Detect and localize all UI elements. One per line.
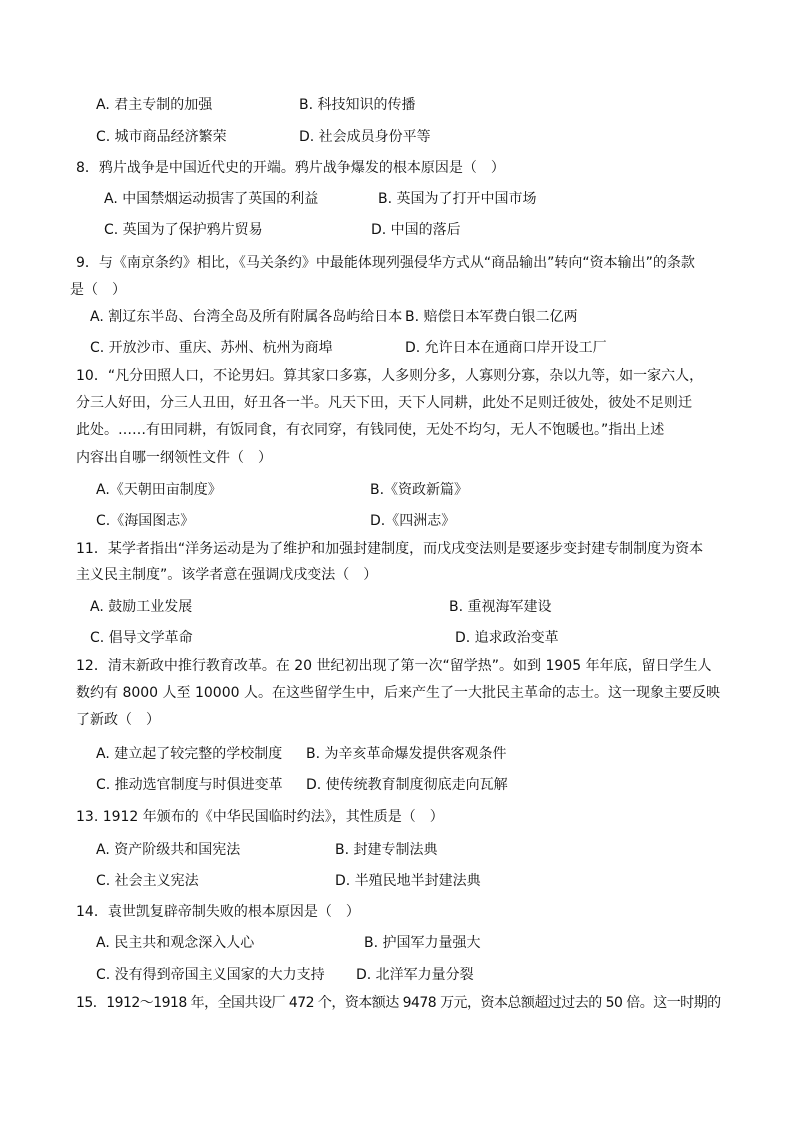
q9-option-a: A. 割辽东半岛、台湾全岛及所有附属各岛屿给日本: [90, 309, 403, 325]
q10-stem-line-3: 此处。……有田同耕，有饭同食，有衣同穿，有钱同使，无处不均匀，无人不饱暖也。”指出上述: [76, 422, 665, 438]
q8-option-b: B. 英国为了打开中国市场: [378, 191, 537, 207]
q8-option-c: C. 英国为了保护鸦片贸易: [104, 222, 263, 238]
q12-stem-line-1: 12．清末新政中推行教育改革。在 20 世纪初出现了第一次“留学热”。如到 1905 年年底，留日学生人: [76, 658, 712, 674]
q12-stem-line-3: 了新政（ ）: [76, 712, 160, 728]
q11-option-d: D. 追求政治变革: [455, 630, 559, 646]
q11-stem-line-2: 主义民主制度”。该学者意在强调戊戌变法（ ）: [76, 567, 378, 583]
q8-option-a: A. 中国禁烟运动损害了英国的利益: [104, 191, 319, 207]
q13-option-d: D. 半殖民地半封建法典: [335, 873, 481, 889]
q13-stem: 13. 1912 年颁布的《中华民国临时约法》，其性质是（ ）: [76, 809, 444, 825]
q12-option-c: C. 推动选官制度与时俱进变革: [96, 777, 283, 793]
q10-option-c: C.《海国图志》: [96, 513, 195, 529]
q10-stem-line-4: 内容出自哪一纲领性文件（ ）: [76, 450, 272, 466]
q15-stem: 15．1912～1918 年，全国共设厂 472 个，资本额达 9478 万元，资本总额超过过去的 50 倍。这一时期的: [76, 995, 721, 1011]
q9-option-c: C. 开放沙市、重庆、苏州、杭州为商埠: [90, 340, 333, 356]
q11-option-a: A. 鼓励工业发展: [90, 599, 193, 615]
q10-option-d: D.《四洲志》: [370, 513, 456, 529]
q13-option-b: B. 封建专制法典: [335, 842, 438, 858]
q14-option-c: C. 没有得到帝国主义国家的大力支持: [96, 967, 325, 983]
q9-option-d: D. 允许日本在通商口岸开设工厂: [405, 340, 607, 356]
q12-option-a: A. 建立起了较完整的学校制度: [96, 746, 283, 762]
q9-stem-line-2: 是（ ）: [70, 282, 126, 298]
q14-option-a: A. 民主共和观念深入人心: [96, 935, 255, 951]
q7-option-b: B. 科技知识的传播: [299, 97, 416, 113]
q11-option-c: C. 倡导文学革命: [90, 630, 193, 646]
q11-option-b: B. 重视海军建设: [449, 599, 552, 615]
q13-option-a: A. 资产阶级共和国宪法: [96, 842, 241, 858]
q8-stem: 8．鸦片战争是中国近代史的开端。鸦片战争爆发的根本原因是（ ）: [76, 160, 505, 176]
q7-option-d: D. 社会成员身份平等: [299, 129, 431, 145]
q13-option-c: C. 社会主义宪法: [96, 873, 199, 889]
q9-option-b: B. 赔偿日本军费白银二亿两: [405, 309, 578, 325]
q12-option-d: D. 使传统教育制度彻底走向瓦解: [306, 777, 508, 793]
q11-stem-line-1: 11．某学者指出“洋务运动是为了维护和加强封建制度，而戊戌变法则是要逐步变封建专制制度为资本: [76, 541, 704, 557]
q10-stem-line-2: 分三人好田，分三人丑田，好丑各一半。凡天下田，天下人同耕，此处不足则迁彼处，彼处不足则迁: [76, 395, 692, 411]
q12-option-b: B. 为辛亥革命爆发提供客观条件: [306, 746, 507, 762]
q14-option-d: D. 北洋军力量分裂: [356, 967, 474, 983]
q9-stem-line-1: 9．与《南京条约》相比，《马关条约》中最能体现列强侵华方式从“商品输出”转向“资本输出”的条款: [76, 255, 695, 271]
q14-option-b: B. 护国军力量强大: [364, 935, 481, 951]
q14-stem: 14．袁世凯复辟帝制失败的根本原因是（ ）: [76, 904, 360, 920]
q10-option-b: B.《资政新篇》: [370, 482, 469, 498]
q7-option-a: A. 君主专制的加强: [96, 97, 213, 113]
q10-option-a: A.《天朝田亩制度》: [96, 482, 222, 498]
q12-stem-line-2: 数约有 8000 人至 10000 人。在这些留学生中，后来产生了一大批民主革命的志士。这一现象主要反映: [76, 685, 720, 701]
q8-option-d: D. 中国的落后: [371, 222, 461, 238]
q7-option-c: C. 城市商品经济繁荣: [96, 129, 227, 145]
q10-stem-line-1: 10．“凡分田照人口，不论男妇。算其家口多寡，人多则分多，人寡则分寡，杂以九等，如一家六人，: [76, 368, 704, 384]
